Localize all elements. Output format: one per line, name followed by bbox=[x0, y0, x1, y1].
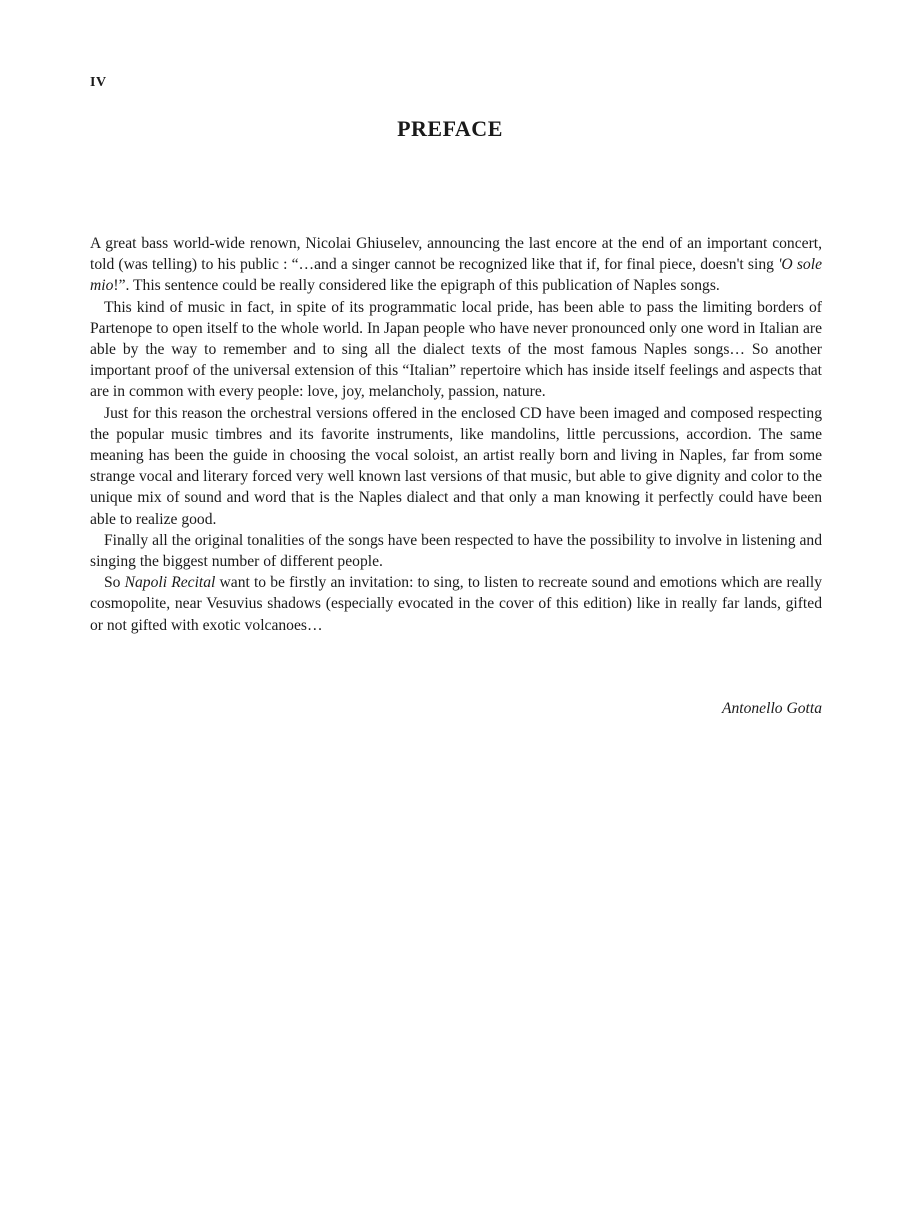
paragraph-worldwide: This kind of music in fact, in spite of its programmatic local pride, has been able to pass the limiting borders of Partenope to open itself to the whole world. In Japan people who have never pronounced only one word in Italian are able by the way to remember and to sing all the dialect texts of the most famous Naples songs… So another important proof of the universal extension of this “Italian” repertoire which has inside itself feelings and aspects that are in common with every people: love, joy, melancholy, passion, nature. bbox=[90, 298, 822, 401]
paragraph-invitation bbox=[90, 572, 822, 636]
page-number: IV bbox=[90, 75, 107, 90]
song-title: 'O sole mio bbox=[90, 256, 822, 295]
paragraph-epigraph bbox=[90, 233, 822, 297]
page-title: PREFACE bbox=[397, 116, 503, 141]
paragraph-text: A great bass world-wide renown, Nicolai Ghiuselev, announcing the last encore at the end of an important concert, told (was telling) to his public : “…and a singer cannot be recognized like that if, for final piece, doesn't sing bbox=[90, 235, 822, 274]
paragraph-text: So bbox=[104, 574, 125, 592]
preface-body bbox=[90, 233, 822, 636]
paragraph-tonalities: Finally all the original tonalities of the songs have been respected to have the possibility to involve in listening and singing the biggest number of different people. bbox=[90, 531, 822, 571]
paragraph-text: !”. This sentence could be really considered like the epigraph of this publication of Naples songs. bbox=[113, 277, 720, 295]
paragraph-text: want to be firstly an invitation: to sing, to listen to recreate sound and emotions which are really cosmopolite, near Vesuvius shadows (especially evocated in the cover of this edition) like in really far lands, gifted or not gifted with exotic volcanoes… bbox=[90, 574, 822, 634]
publication-title: Napoli Recital bbox=[124, 574, 216, 592]
paragraph-orchestral: Just for this reason the orchestral versions offered in the enclosed CD have been imaged and composed respecting the popular music timbres and its favorite instruments, like mandolins, little percussions, accordion. The same meaning has been the guide in choosing the vocal soloist, an artist really born and living in Naples, far from some strange vocal and literary forced very well known last versions of that music, but able to give dignity and color to the unique mix of sound and word that is the Naples dialect and that only a man knowing it perfectly could have been able to realize good. bbox=[90, 404, 822, 528]
author-signature: Antonello Gotta bbox=[721, 700, 822, 717]
